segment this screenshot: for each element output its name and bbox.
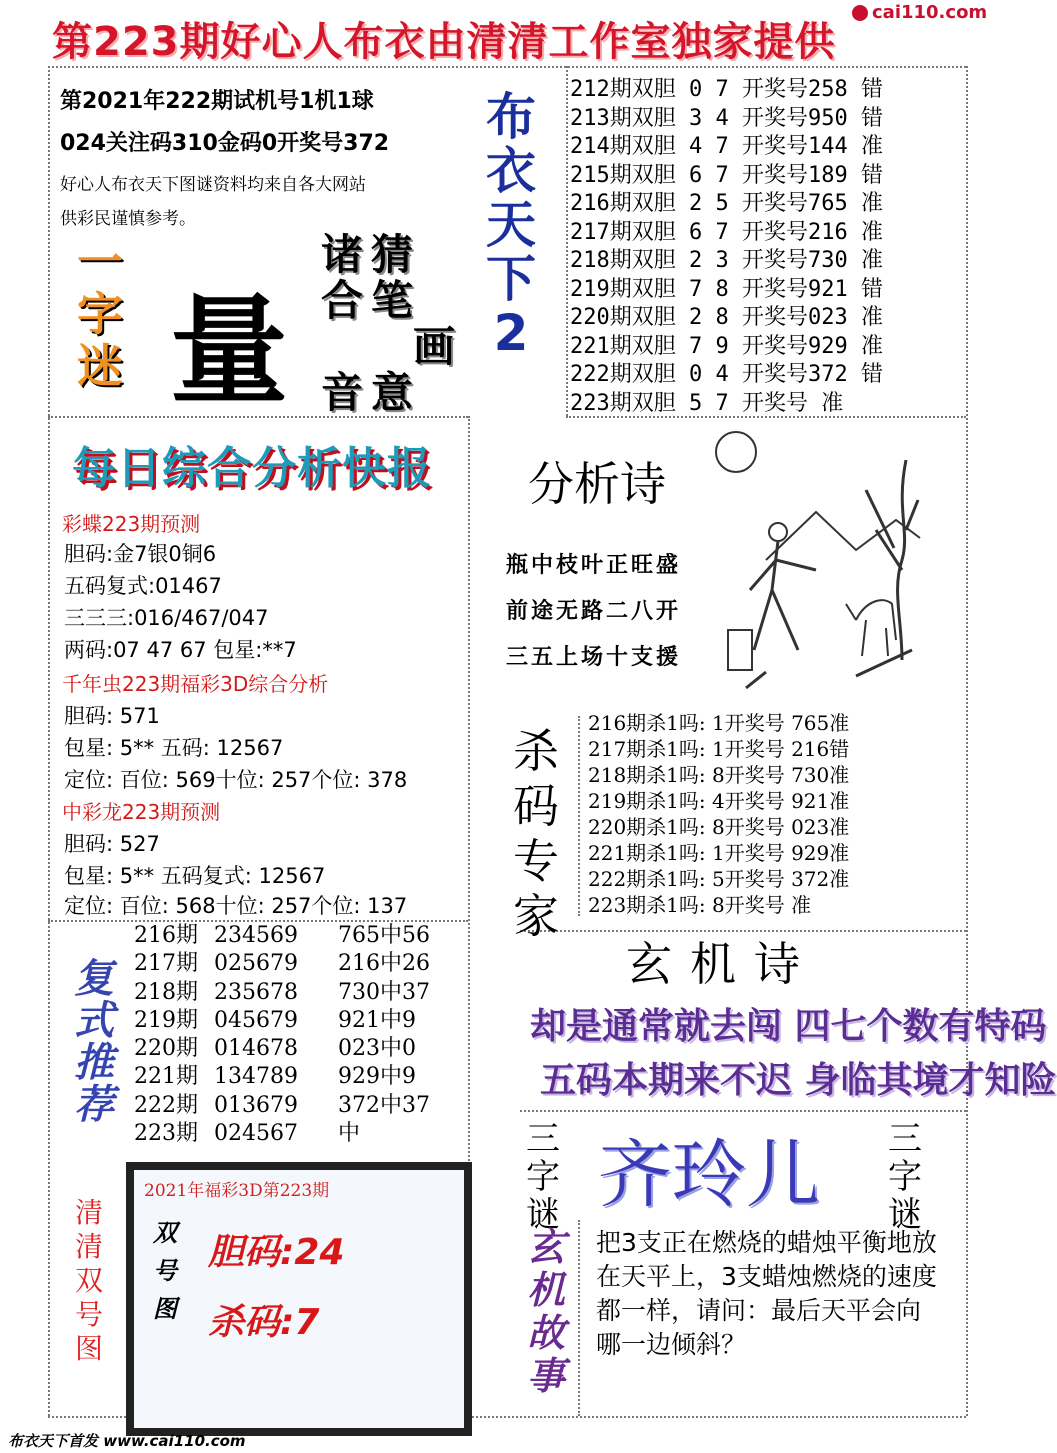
story-vertical-label	[522, 1226, 570, 1398]
row-result: 730中37	[337, 979, 430, 1005]
site-label: cai110.com	[872, 2, 988, 23]
row-period: 220期	[134, 1036, 198, 1062]
table-row: 216期杀1吗: 1开奖号 765准	[588, 711, 850, 735]
table-row: 218期双胆 2 3 开奖号730 准	[570, 248, 883, 273]
table-row: 214期双胆 4 7 开奖号144 准	[570, 134, 883, 159]
kill-table	[588, 710, 849, 918]
traveler-body-icon	[750, 541, 816, 650]
daily-report-banner: 每日综合分析快报	[72, 443, 432, 494]
intro-line-2: 024关注码310金码0开奖号372	[60, 131, 390, 156]
row-nums: 234569	[214, 923, 298, 948]
three-word-answer: 齐玲儿	[598, 1132, 820, 1218]
zhongcai-line: 包星: 5** 五码复式: 12567	[64, 864, 326, 888]
traveler-head-icon	[769, 523, 787, 541]
table-row: 217期杀1吗: 1开奖号 216错	[588, 737, 850, 761]
kill-title-char: 码	[513, 779, 559, 833]
table-row	[134, 922, 430, 950]
table-row	[134, 1063, 430, 1091]
stick-icon	[746, 672, 766, 688]
row-period: 218期	[134, 979, 198, 1005]
three-word-char: 三	[888, 1119, 922, 1159]
kill-title	[506, 724, 566, 944]
story-text: 把3支正在燃烧的蜡烛平衡地放在天平上，3支蜡烛燃烧的速度都一样，请问：最后天平会向哪一边倾斜？	[596, 1228, 937, 1359]
brand-char: 2	[493, 304, 529, 362]
xuanji-line: 却是通常就去闯 四七个数有特码	[530, 1006, 1047, 1047]
brand-char: 衣	[486, 142, 536, 200]
row-period: 221期	[134, 1064, 198, 1090]
row-nums: 134789	[214, 1064, 298, 1090]
table-row: 217期双胆 6 7 开奖号216 准	[570, 219, 883, 245]
intro-line-4: 供彩民谨慎参考。	[60, 209, 196, 229]
fushi-vertical-label	[64, 958, 124, 1126]
table-row	[134, 1120, 430, 1148]
riddle-hint-char: 诸	[320, 230, 363, 279]
row-result: 中	[337, 1121, 360, 1147]
three-word-label-right	[884, 1120, 926, 1234]
riddle-hint-char: 音	[320, 368, 363, 417]
fushi-char: 推	[74, 1040, 114, 1086]
brand-vertical	[482, 90, 540, 360]
brand-char: 天	[486, 196, 536, 254]
caidie-line: 两码:07 47 67 包星:**7	[64, 638, 297, 662]
qiannian-line: 定位: 百位: 569十位: 257个位: 378	[64, 768, 408, 792]
sha-code: 杀码:7	[208, 1302, 320, 1343]
poem-line: 前途无路二八开	[506, 599, 682, 624]
riddle-hint-char: 合	[320, 276, 363, 325]
row-period: 222期	[134, 1092, 198, 1118]
table-row: 213期双胆 3 4 开奖号950 错	[570, 105, 883, 131]
row-result: 372中37	[337, 1092, 430, 1118]
divider-right	[966, 66, 968, 1416]
row-nums: 025679	[214, 951, 298, 977]
zhongcai-line: 定位: 百位: 568十位: 257个位: 137	[64, 894, 408, 918]
divider-kill	[578, 716, 580, 916]
tree-icon	[866, 460, 918, 660]
table-row: 221期双胆 7 9 开奖号929 准	[570, 333, 883, 359]
double-number-box	[126, 1162, 472, 1436]
fushi-char: 荐	[74, 1082, 114, 1128]
qingqing-char: 清	[74, 1230, 103, 1263]
zhongcai-line: 胆码: 527	[64, 832, 160, 856]
divider-xuanji-bottom	[520, 1110, 966, 1112]
row-period: 219期	[134, 1007, 198, 1033]
row-result: 921中9	[337, 1007, 416, 1033]
moon-icon	[716, 432, 756, 472]
xuanji-line: 五码本期来不迟 身临其境才知险	[540, 1060, 1057, 1101]
table-row: 223期杀1吗: 8开奖号 准	[588, 893, 812, 917]
table-row: 223期双胆 5 7 开奖号 准	[570, 390, 844, 416]
divider-history	[566, 66, 568, 416]
story-char: 故	[526, 1311, 565, 1355]
table-row	[134, 979, 430, 1007]
row-result: 765中56	[337, 923, 430, 948]
three-word-char: 字	[888, 1157, 922, 1197]
riddle-hint-char: 猜	[370, 230, 413, 279]
caidie-line: 胆码:金7银0铜6	[64, 542, 217, 566]
qiannian-line: 包星: 5** 五码: 12567	[64, 736, 284, 760]
kill-title-char: 家	[513, 889, 559, 943]
riddle-label-char: 迷	[77, 339, 123, 393]
story-char: 玄	[526, 1225, 565, 1269]
intro-line-1: 第2021年222期试机号1机1球	[60, 89, 374, 114]
site-badge[interactable]	[852, 2, 987, 23]
table-row: 220期杀1吗: 8开奖号 023准	[588, 815, 850, 839]
table-row: 220期双胆 2 8 开奖号023 准	[570, 305, 883, 330]
page-title: 第223期好心人布衣由清清工作室独家提供	[52, 19, 836, 65]
caidie-heading: 彩蝶223期预测	[62, 512, 201, 536]
qingqing-char: 清	[74, 1196, 103, 1229]
table-row: 219期双胆 7 8 开奖号921 错	[570, 276, 883, 302]
fushi-char: 式	[74, 998, 114, 1044]
riddle-hint-char: 画	[412, 322, 455, 371]
row-result: 929中9	[337, 1064, 416, 1090]
table-row	[134, 1092, 430, 1120]
qingqing-char: 图	[74, 1332, 103, 1365]
three-word-char: 谜	[888, 1195, 922, 1235]
riddle-hint-col-1	[318, 232, 366, 416]
row-result: 216中26	[337, 951, 430, 977]
intro-line-3: 好心人布衣天下图谜资料均来自各大网站	[60, 175, 366, 195]
riddle-vertical-label	[70, 236, 130, 392]
side-char: 图	[153, 1295, 177, 1323]
mountain-icon	[766, 512, 920, 560]
kill-title-char: 杀	[513, 724, 559, 778]
row-nums: 024567	[214, 1121, 298, 1147]
table-row	[134, 950, 430, 978]
row-nums: 013679	[214, 1092, 298, 1118]
qingqing-char: 号	[74, 1298, 103, 1331]
poem-line: 瓶中枝叶正旺盛	[506, 553, 682, 578]
fushi-char: 复	[74, 956, 114, 1002]
dan-code: 胆码:24	[208, 1232, 345, 1273]
table-row: 215期双胆 6 7 开奖号189 错	[570, 162, 883, 188]
riddle-hint-char: 笔	[370, 276, 413, 325]
row-period: 216期	[134, 923, 198, 948]
riddle-label-char: 字	[77, 287, 123, 341]
brand-char: 布	[486, 88, 536, 146]
three-word-char: 谜	[526, 1195, 560, 1235]
story-char: 事	[526, 1354, 565, 1398]
side-char: 号	[153, 1257, 177, 1285]
table-row: 221期杀1吗: 1开奖号 929准	[588, 841, 850, 865]
history-table	[570, 76, 883, 418]
table-row: 219期杀1吗: 4开奖号 921准	[588, 789, 850, 813]
brand-char: 下	[486, 250, 536, 308]
row-nums: 235678	[214, 979, 298, 1005]
story-char: 机	[526, 1268, 565, 1312]
double-box-caption: 2021年福彩3D第223期	[144, 1181, 330, 1201]
row-result: 023中0	[337, 1036, 416, 1062]
row-period: 217期	[134, 951, 198, 977]
row-period: 223期	[134, 1121, 198, 1147]
qingqing-vertical-label	[72, 1196, 106, 1366]
table-row: 222期双胆 0 4 开奖号372 错	[570, 362, 883, 387]
three-word-char: 字	[526, 1157, 560, 1197]
traveler-illustration	[706, 420, 920, 710]
riddle-hint-col-2	[368, 232, 416, 416]
zhongcai-heading: 中彩龙223期预测	[62, 800, 221, 824]
table-row: 216期双胆 2 5 开奖号765 准	[570, 191, 883, 216]
three-word-char: 三	[526, 1119, 560, 1159]
qiannian-heading: 千年虫223期福彩3D综合分析	[62, 672, 329, 696]
side-char: 双	[153, 1219, 177, 1247]
footer-text[interactable]: 布衣天下首发 www.cai110.com	[8, 1432, 246, 1450]
divider-story	[578, 1220, 580, 1416]
xuanji-title: 玄机诗	[626, 937, 818, 991]
poem-title: 分析诗	[528, 457, 666, 511]
site-logo-icon	[852, 5, 868, 21]
riddle-hint-col-3	[410, 324, 458, 370]
double-box-side-label	[150, 1214, 180, 1328]
bricks-icon	[728, 630, 752, 670]
qiannian-line: 胆码: 571	[64, 704, 160, 728]
flute-icon	[856, 650, 912, 676]
riddle-label-char: 一	[77, 235, 123, 289]
caidie-line: 五码复式:01467	[64, 574, 222, 598]
caidie-line: 三三三:016/467/047	[64, 606, 269, 630]
fushi-table	[134, 922, 430, 1148]
row-nums: 014678	[214, 1036, 298, 1062]
row-nums: 045679	[214, 1007, 298, 1033]
riddle-big-char: 量	[170, 282, 289, 420]
riddle-hint-char: 意	[370, 368, 413, 417]
three-word-label-left	[522, 1120, 564, 1234]
qingqing-char: 双	[74, 1264, 103, 1297]
table-row: 212期双胆 0 7 开奖号258 错	[570, 77, 883, 102]
kill-title-char: 专	[513, 834, 559, 888]
table-row	[134, 1007, 430, 1035]
horse-icon	[846, 600, 896, 656]
divider-top	[48, 66, 966, 68]
poem-line: 三五上场十支援	[506, 645, 682, 670]
table-row: 218期杀1吗: 8开奖号 730准	[588, 763, 850, 787]
table-row	[134, 1035, 430, 1063]
divider-left	[48, 66, 50, 1416]
table-row: 222期杀1吗: 5开奖号 372准	[588, 867, 850, 891]
